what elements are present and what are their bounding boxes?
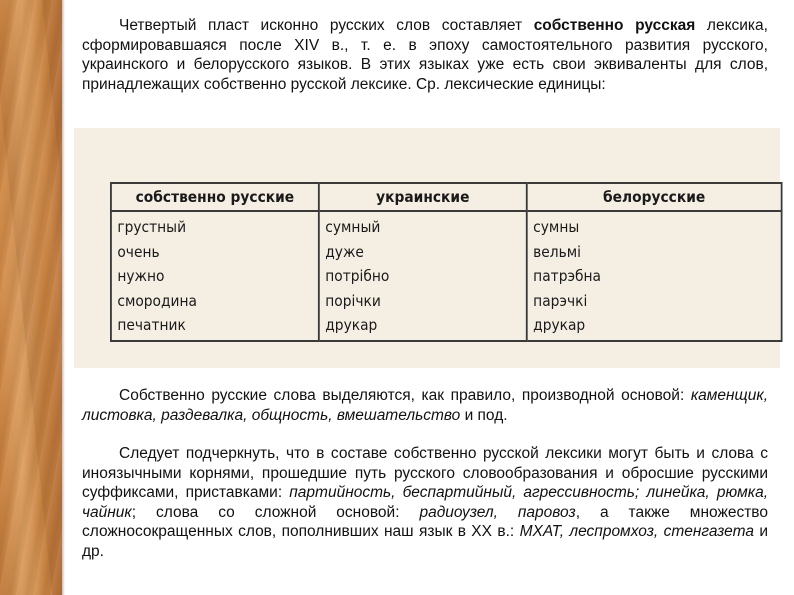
examples-italic: партийность, беспартийный, агрессивность; линейка, рюмка, чайник [82, 484, 768, 521]
word-cell: парэчкі [533, 291, 588, 310]
column-belarusian [527, 211, 782, 341]
header-russian: собственно русские [111, 183, 319, 211]
examples-italic: МХАТ, леспромхоз, стенгазета [519, 523, 754, 540]
word-cell: смородина [117, 291, 197, 310]
paragraph-foreign-tail: и др. [82, 523, 769, 560]
paragraph-foreign-text-3: , а также множество сложносокращенных слов, пополнивших наш язык в XX в.: [82, 503, 768, 540]
word-cell: друкар [325, 316, 378, 334]
word-cell: печатник [117, 316, 186, 334]
header-belarusian: белорусские [527, 183, 782, 211]
table-row [111, 211, 782, 341]
word-cell: сумны [533, 218, 580, 236]
paragraph-derivation [82, 386, 768, 425]
word-cell: вельмі [533, 242, 581, 261]
examples-italic: радиоузел, паровоз [419, 503, 576, 521]
word-cell: порічки [325, 291, 381, 310]
paragraph-derivation-tail: и под. [460, 406, 508, 424]
paragraph-intro-text: Четвертый пласт исконно русских слов составляет [119, 17, 534, 34]
lexical-comparison-table [110, 182, 783, 342]
paragraph-intro [82, 16, 768, 94]
word-cell: потрібно [325, 267, 390, 285]
word-cell: сумный [325, 218, 381, 236]
paragraph-intro-text-cont: лексика, сформировавшаяся после XIV в., т. е. в эпоху самостоятельного развития русского, украинского и белорусского языков. В этих языках уже есть свои эквиваленты для слов, принадлежащих собственно русской лексике. Ср. лексические единицы: [82, 17, 768, 93]
header-ukrainian: украинские [319, 183, 527, 211]
paragraph-foreign-text: Следует подчеркнуть, что в составе собственно русской лексики могут быть и слова с иноязычными корнями, прошедшие путь русского словообразования и обросшие русскими суффиксами, приставками: [82, 445, 768, 501]
examples-italic: каменщик, листовка, раздевалка, общность, вмешательство [82, 387, 768, 424]
paragraph-derivation-text: Собственно русские слова выделяются, как правило, производной основой: [119, 387, 691, 404]
wood-texture-border [0, 0, 62, 595]
word-cell: патрэбна [533, 267, 602, 285]
word-cell: очень [117, 242, 160, 261]
table-header-row [111, 183, 782, 211]
word-cell: нужно [117, 267, 165, 285]
column-ukrainian [319, 211, 527, 341]
term-bold: собственно русская [533, 17, 696, 34]
table-figure [74, 128, 780, 368]
word-cell: дуже [325, 242, 364, 261]
word-cell: грустный [117, 218, 187, 236]
paragraph-foreign-text-2: ; слова со сложной основой: [131, 503, 420, 521]
wood-border-edge [62, 0, 65, 595]
paragraph-foreign-roots [82, 444, 768, 561]
column-russian [111, 211, 319, 341]
word-cell: друкар [533, 316, 586, 334]
